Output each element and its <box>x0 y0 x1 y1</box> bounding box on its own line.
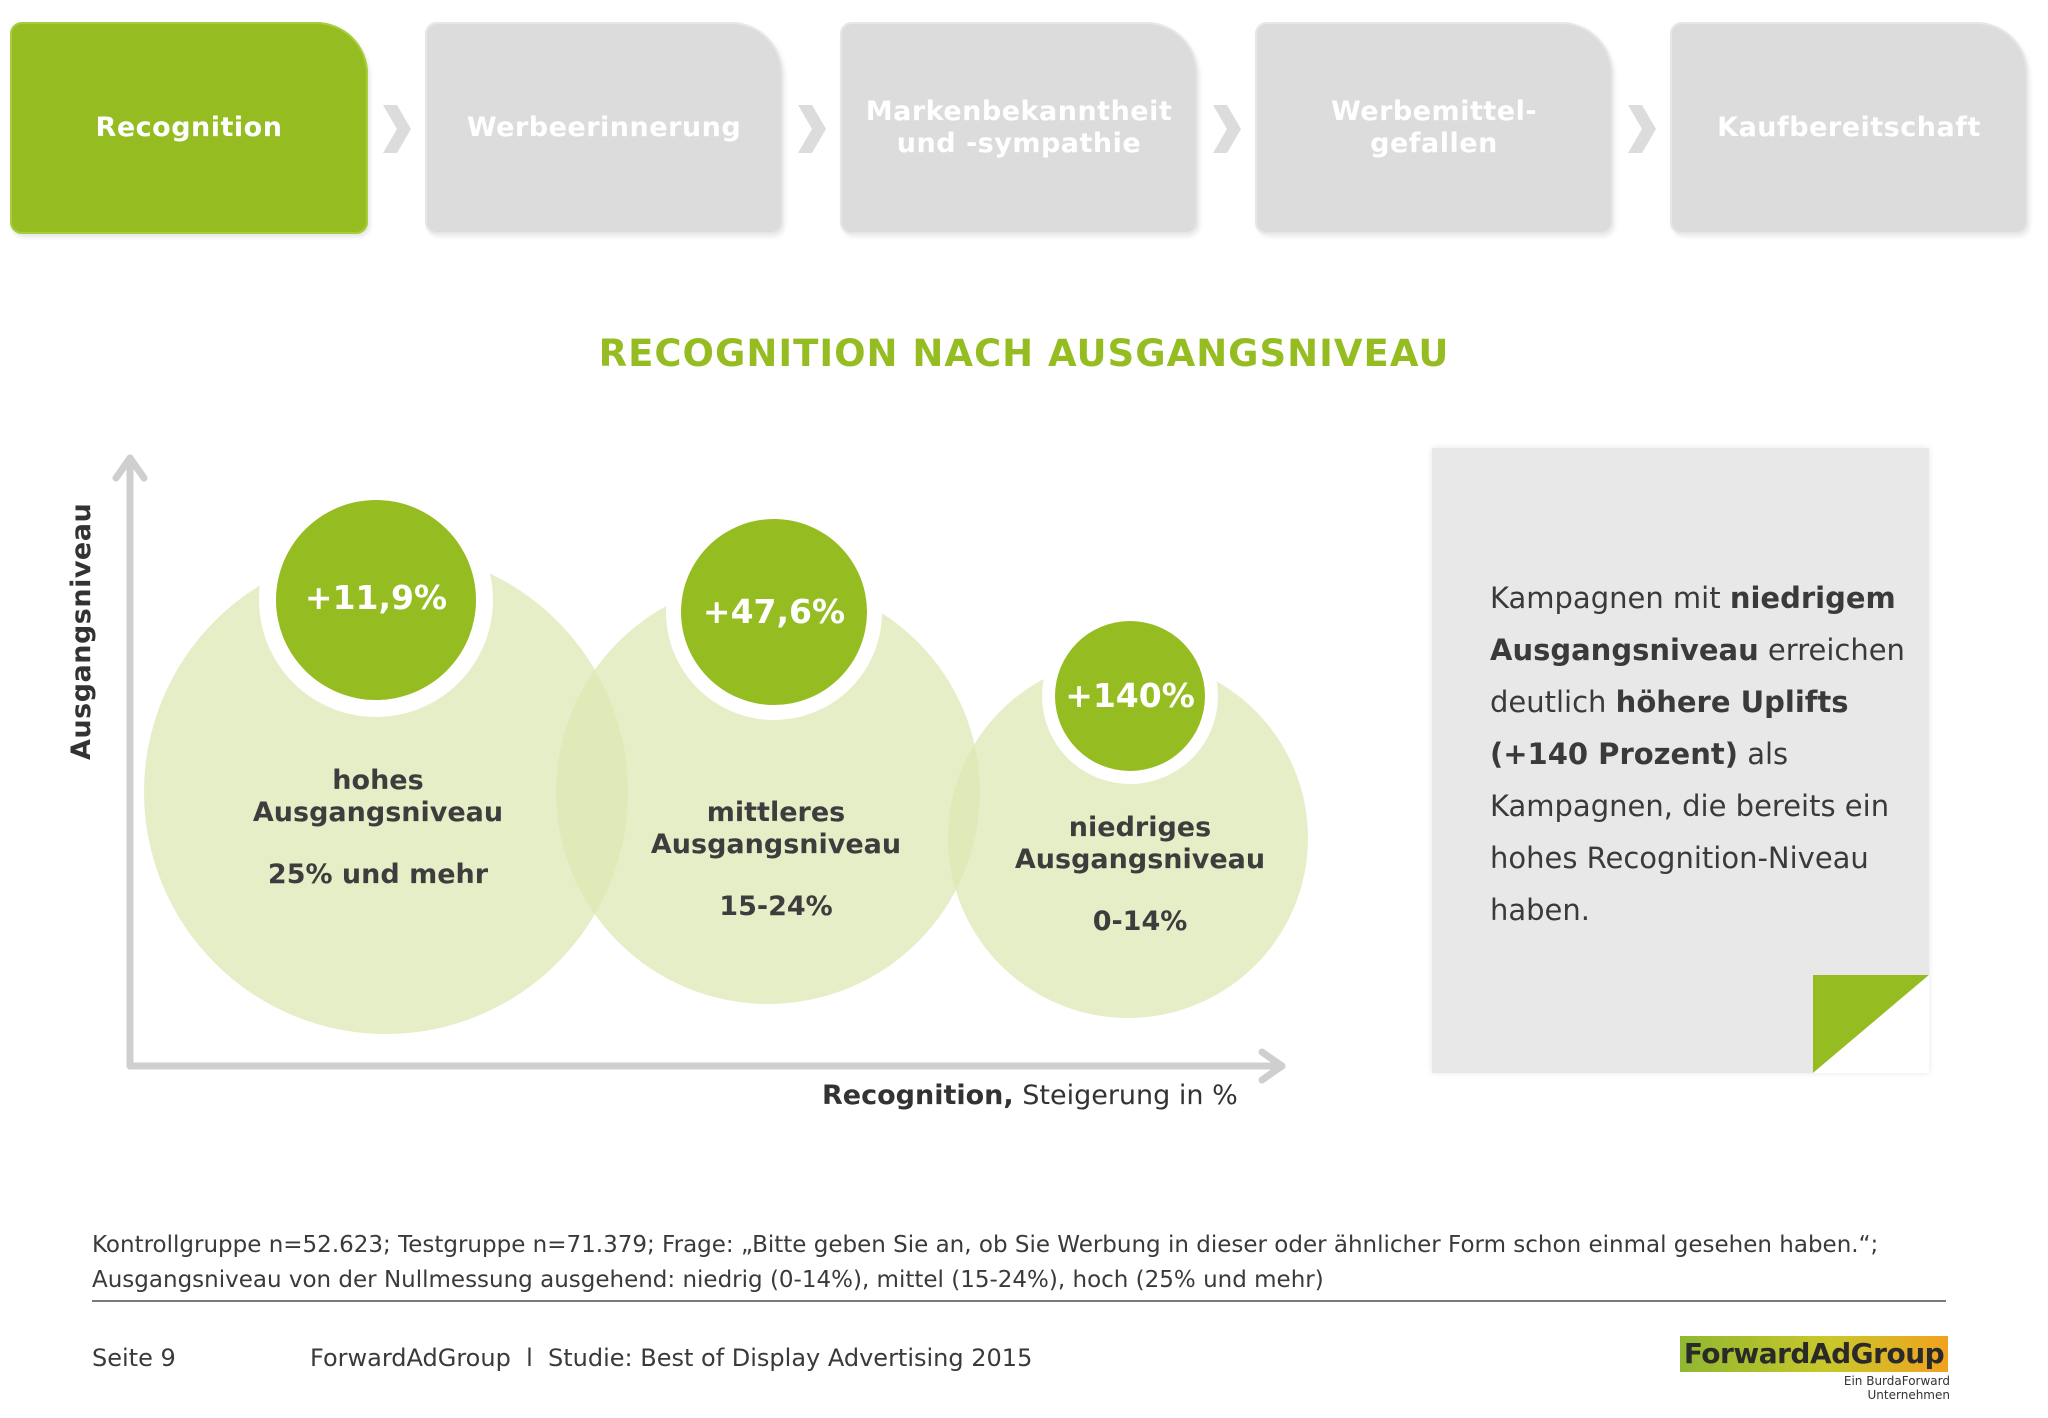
uplift-value-mittel: +47,6% <box>702 592 846 631</box>
diagram-title: RECOGNITION NACH AUSGANGSNIVEAU <box>598 332 1450 375</box>
level-line1: hohes <box>332 765 424 796</box>
footnote-line1: Kontrollgruppe n=52.623; Testgruppe n=71.379; Frage: „Bitte geben Sie an, ob Sie Werbung in dieser oder ähnlicher Form schon einmal gesehen haben.“; <box>92 1232 1879 1258</box>
level-line2: Ausgangsniveau <box>1014 844 1266 875</box>
x-axis-label-rest: Steigerung in % <box>1013 1080 1238 1111</box>
step-label: Markenbekanntheit und -sympathie <box>865 96 1173 159</box>
level-range: 15-24% <box>719 891 833 922</box>
page-number: Seite 9 <box>92 1344 176 1372</box>
level-line1: mittleres <box>706 797 846 828</box>
divider <box>92 1300 1946 1302</box>
y-axis-label: Ausgangsniveau <box>66 502 97 760</box>
logo-subtitle: Ein BurdaForward Unternehmen <box>1843 1374 1950 1402</box>
level-range: 25% und mehr <box>267 859 489 890</box>
step-label: Recognition <box>95 112 283 143</box>
level-line2: Ausgangsniveau <box>650 829 902 860</box>
step-label: Werbeerinnerung <box>466 112 742 143</box>
footer-text: ForwardAdGroup l Studie: Best of Display Advertising 2015 <box>310 1344 1033 1372</box>
level-range: 0-14% <box>1092 906 1188 937</box>
note-text: Kampagnen mit niedrigem Ausgangsniveau erreichen deutlich höhere Uplifts (+140 Prozent) als Kampagnen, die bereits ein hohes Recognition-Niveau haben. <box>1490 581 1905 927</box>
step-label: Werbemittel- gefallen <box>1330 96 1538 159</box>
step-label: Kaufbereitschaft <box>1717 112 1981 143</box>
uplift-value-niedrig: +140% <box>1065 676 1195 715</box>
level-line2: Ausgangsniveau <box>252 797 504 828</box>
footnote <box>92 1228 1878 1298</box>
footnote-line2: Ausgangsniveau von der Nullmessung ausgehend: niedrig (0-14%), mittel (15-24%), hoch (25% und mehr) <box>92 1267 1324 1293</box>
level-line1: niedriges <box>1068 812 1212 843</box>
x-axis-label-bold: Recognition, <box>822 1080 1014 1111</box>
uplift-value-hoch: +11,9% <box>304 578 448 617</box>
forwardadgroup-logo: ForwardAdGroup <box>1680 1336 1948 1372</box>
